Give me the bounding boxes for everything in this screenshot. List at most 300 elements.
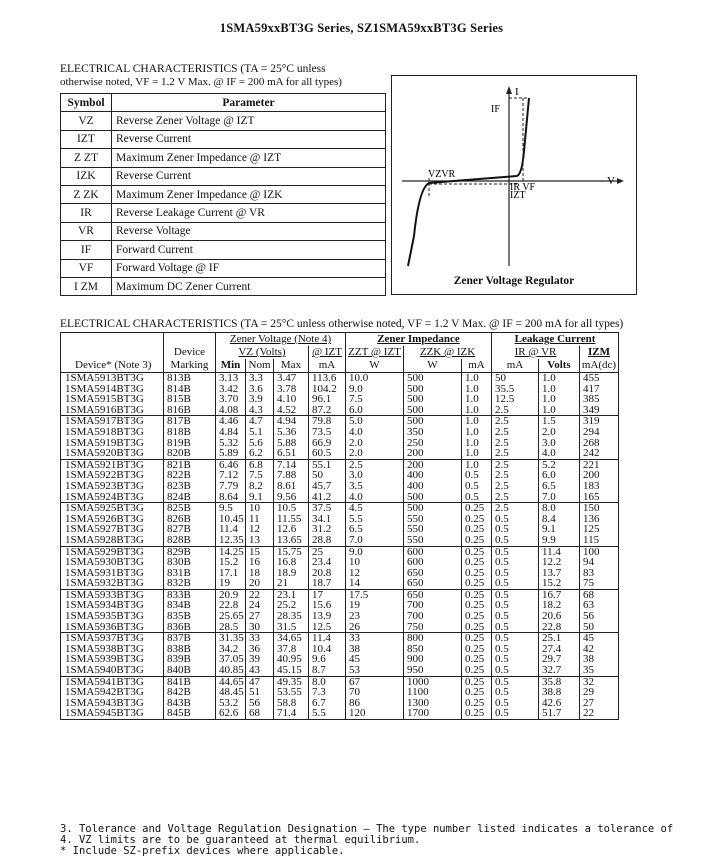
table-row <box>61 589 619 600</box>
zzt-cell: 2.0 <box>346 438 404 449</box>
izm-cell: 50 <box>580 622 619 633</box>
vz-max-cell: 5.88 <box>274 438 309 449</box>
device-cell: 1SMA5945BT3G <box>61 708 164 719</box>
ir-cell: 2.5 <box>492 503 539 514</box>
zzt-cell: 5.5 <box>346 514 404 525</box>
zzt-cell: 45 <box>346 654 404 665</box>
vz-min-cell: 4.84 <box>216 427 246 438</box>
izm-cell: 165 <box>580 492 619 503</box>
izk-cell: 0.25 <box>462 589 492 600</box>
izk-cell: 0.25 <box>462 611 492 622</box>
izt-cell: 12.5 <box>309 622 346 633</box>
izm-cell: 42 <box>580 644 619 655</box>
vz-max-cell: 13.65 <box>274 535 309 546</box>
vz-max-cell: 9.56 <box>274 492 309 503</box>
izt-cell: 20.8 <box>309 568 346 579</box>
izt-cell: 23.4 <box>309 557 346 568</box>
vz-max-cell: 10.5 <box>274 503 309 514</box>
izm-cell: 45 <box>580 633 619 644</box>
symbol-row <box>61 204 386 222</box>
marking-cell: 840B <box>164 665 216 676</box>
vz-max-cell: 4.52 <box>274 405 309 416</box>
izt-cell: 41.2 <box>309 492 346 503</box>
izm-cell: 221 <box>580 459 619 470</box>
device-cell: 1SMA5933BT3G <box>61 589 164 600</box>
ir-cell: 0.5 <box>492 578 539 589</box>
izm-cell: 56 <box>580 611 619 622</box>
ir-cell: 35.5 <box>492 384 539 395</box>
ir-cell: 2.5 <box>492 481 539 492</box>
izk-cell: 0.5 <box>462 492 492 503</box>
marking-cell: 839B <box>164 654 216 665</box>
izt-cell: 5.5 <box>309 708 346 719</box>
ir-cell: 2.5 <box>492 427 539 438</box>
device-cell: 1SMA5918BT3G <box>61 427 164 438</box>
izt-cell: 17 <box>309 589 346 600</box>
ir-cell: 2.5 <box>492 470 539 481</box>
vz-min-cell: 20.9 <box>216 589 246 600</box>
ir-cell: 0.5 <box>492 687 539 698</box>
zzt-cell: 3.0 <box>346 470 404 481</box>
vz-min-cell: 3.70 <box>216 394 246 405</box>
izm-cell: 385 <box>580 394 619 405</box>
table-row <box>61 405 619 416</box>
vz-nom-cell: 5.6 <box>246 438 274 449</box>
izk-cell: 1.0 <box>462 394 492 405</box>
izm-cell: 294 <box>580 427 619 438</box>
marking-cell: 827B <box>164 524 216 535</box>
zzk-cell: 400 <box>404 481 462 492</box>
marking-cell: 841B <box>164 676 216 687</box>
symbol-table-header <box>61 94 386 112</box>
vz-min-cell: 28.5 <box>216 622 246 633</box>
vz-nom-cell: 68 <box>246 708 274 719</box>
izt-cell: 8.7 <box>309 665 346 676</box>
izk-cell: 0.25 <box>462 708 492 719</box>
vz-max-cell: 37.8 <box>274 644 309 655</box>
vz-nom-cell: 30 <box>246 622 274 633</box>
vr-cell: 9.1 <box>539 524 580 535</box>
izt-cell: 37.5 <box>309 503 346 514</box>
device-cell: 1SMA5925BT3G <box>61 503 164 514</box>
vr-cell: 18.2 <box>539 600 580 611</box>
label-if: IF <box>491 104 500 115</box>
ir-cell: 50 <box>492 373 539 384</box>
marking-cell: 836B <box>164 622 216 633</box>
izm-cell: 183 <box>580 481 619 492</box>
izt-cell: 87.2 <box>309 405 346 416</box>
vz-min-cell: 12.35 <box>216 535 246 546</box>
vz-max-cell: 12.6 <box>274 524 309 535</box>
izm-cell: 68 <box>580 589 619 600</box>
device-cell: 1SMA5934BT3G <box>61 600 164 611</box>
izm-cell: 29 <box>580 687 619 698</box>
vz-nom-cell: 16 <box>246 557 274 568</box>
marking-cell: 832B <box>164 578 216 589</box>
vz-min-cell: 62.6 <box>216 708 246 719</box>
izm-cell: 455 <box>580 373 619 384</box>
ir-cell: 0.5 <box>492 633 539 644</box>
izk-cell: 0.25 <box>462 665 492 676</box>
symbol-cell: IR <box>61 204 112 222</box>
vr-cell: 35.8 <box>539 676 580 687</box>
vz-min-cell: 3.13 <box>216 373 246 384</box>
zzk-cell: 500 <box>404 373 462 384</box>
izt-cell: 66.9 <box>309 438 346 449</box>
vr-cell: 1.5 <box>539 416 580 427</box>
symbol-cell: Z ZK <box>61 185 112 203</box>
vz-nom-cell: 11 <box>246 514 274 525</box>
marking-cell: 817B <box>164 416 216 427</box>
izm-cell: 200 <box>580 470 619 481</box>
marking-cell: 837B <box>164 633 216 644</box>
vz-min-cell: 5.32 <box>216 438 246 449</box>
ir-cell: 0.5 <box>492 568 539 579</box>
marking-cell: 830B <box>164 557 216 568</box>
izt-cell: 15.6 <box>309 600 346 611</box>
vr-cell: 51.7 <box>539 708 580 719</box>
izt-cell: 50 <box>309 470 346 481</box>
zzk-cell: 1000 <box>404 676 462 687</box>
header-izm: IZM <box>580 346 619 359</box>
vz-nom-cell: 20 <box>246 578 274 589</box>
vr-cell: 27.4 <box>539 644 580 655</box>
footnote-star: * Include SZ-prefix devices where applicable. <box>60 845 345 857</box>
vr-cell: 8.4 <box>539 514 580 525</box>
zzt-cell: 2.5 <box>346 459 404 470</box>
zzk-cell: 850 <box>404 644 462 655</box>
izk-cell: 1.0 <box>462 427 492 438</box>
vr-cell: 5.2 <box>539 459 580 470</box>
zzt-cell: 6.5 <box>346 524 404 535</box>
table-row <box>61 448 619 459</box>
marking-cell: 829B <box>164 546 216 557</box>
vz-nom-cell: 3.9 <box>246 394 274 405</box>
ir-cell: 12.5 <box>492 394 539 405</box>
header-w-zzt: W <box>346 359 404 373</box>
table-row <box>61 578 619 589</box>
zzk-cell: 550 <box>404 535 462 546</box>
vz-max-cell: 11.55 <box>274 514 309 525</box>
zzk-cell: 500 <box>404 492 462 503</box>
vz-nom-cell: 22 <box>246 589 274 600</box>
symbol-cell: VZ <box>61 112 112 130</box>
vz-nom-cell: 24 <box>246 600 274 611</box>
vz-min-cell: 14.25 <box>216 546 246 557</box>
header-row-3 <box>61 359 619 373</box>
zzt-cell: 4.0 <box>346 427 404 438</box>
zener-curve-svg <box>392 76 636 276</box>
header-vz-volts: VZ (Volts) <box>216 346 309 359</box>
zzk-cell: 750 <box>404 622 462 633</box>
vz-min-cell: 31.35 <box>216 633 246 644</box>
ir-cell: 0.5 <box>492 589 539 600</box>
zzk-cell: 700 <box>404 600 462 611</box>
izt-cell: 28.8 <box>309 535 346 546</box>
izm-cell: 268 <box>580 438 619 449</box>
vz-min-cell: 10.45 <box>216 514 246 525</box>
table-row <box>61 503 619 514</box>
vz-min-cell: 4.46 <box>216 416 246 427</box>
table-row <box>61 676 619 687</box>
footnotes <box>60 824 673 857</box>
vz-max-cell: 8.61 <box>274 481 309 492</box>
table-row <box>61 654 619 665</box>
zzk-cell: 550 <box>404 524 462 535</box>
vr-cell: 20.6 <box>539 611 580 622</box>
izt-cell: 113.6 <box>309 373 346 384</box>
vz-min-cell: 7.79 <box>216 481 246 492</box>
symbol-cell: VR <box>61 222 112 240</box>
zzk-cell: 250 <box>404 438 462 449</box>
table-row <box>61 687 619 698</box>
header-device-marking-1: Device <box>164 346 216 359</box>
symbol-cell: IZT <box>61 130 112 148</box>
device-cell: 1SMA5922BT3G <box>61 470 164 481</box>
parameter-cell: Maximum Zener Impedance @ IZK <box>112 185 386 203</box>
symbol-row <box>61 259 386 277</box>
table-row <box>61 481 619 492</box>
izk-cell: 0.25 <box>462 600 492 611</box>
device-cell: 1SMA5924BT3G <box>61 492 164 503</box>
electrical-characteristics-heading-2: ELECTRICAL CHARACTERISTICS (TA = 25°C unless otherwise noted, VF = 1.2 V Max. @ IF = 200 mA for all types) <box>60 318 624 330</box>
ir-cell: 0.5 <box>492 665 539 676</box>
vz-max-cell: 58.8 <box>274 698 309 709</box>
zzt-cell: 86 <box>346 698 404 709</box>
izk-cell: 1.0 <box>462 438 492 449</box>
ec-heading-line1: ELECTRICAL CHARACTERISTICS (TA = 25°C unless <box>60 63 326 75</box>
zzt-cell: 19 <box>346 600 404 611</box>
table-row <box>61 394 619 405</box>
table-row <box>61 611 619 622</box>
header-leakage-current: Leakage Current <box>492 333 619 347</box>
izm-cell: 125 <box>580 524 619 535</box>
ir-cell: 2.5 <box>492 492 539 503</box>
izt-cell: 10.4 <box>309 644 346 655</box>
parameter-cell: Reverse Current <box>112 167 386 185</box>
zzt-cell: 70 <box>346 687 404 698</box>
vz-nom-cell: 8.2 <box>246 481 274 492</box>
marking-cell: 838B <box>164 644 216 655</box>
zzt-cell: 7.5 <box>346 394 404 405</box>
vz-max-cell: 31.5 <box>274 622 309 633</box>
vz-max-cell: 49.35 <box>274 676 309 687</box>
vr-cell: 16.7 <box>539 589 580 600</box>
izk-cell: 0.5 <box>462 481 492 492</box>
izk-cell: 0.25 <box>462 654 492 665</box>
zzk-cell: 600 <box>404 546 462 557</box>
vz-max-cell: 16.8 <box>274 557 309 568</box>
vr-cell: 2.0 <box>539 427 580 438</box>
izm-cell: 75 <box>580 578 619 589</box>
device-cell: 1SMA5919BT3G <box>61 438 164 449</box>
parameter-cell: Reverse Zener Voltage @ IZT <box>112 112 386 130</box>
izk-cell: 1.0 <box>462 373 492 384</box>
vz-min-cell: 4.08 <box>216 405 246 416</box>
zzk-cell: 800 <box>404 633 462 644</box>
table-row <box>61 568 619 579</box>
marking-cell: 842B <box>164 687 216 698</box>
vr-cell: 4.0 <box>539 448 580 459</box>
header-zzk: ZZK @ IZK <box>404 346 492 359</box>
header-ma-ir: mA <box>492 359 539 373</box>
table-row <box>61 492 619 503</box>
vz-nom-cell: 3.6 <box>246 384 274 395</box>
vz-min-cell: 37.05 <box>216 654 246 665</box>
izk-cell: 0.5 <box>462 470 492 481</box>
izk-cell: 0.25 <box>462 524 492 535</box>
table-row <box>61 708 619 719</box>
ir-cell: 0.5 <box>492 708 539 719</box>
izm-cell: 115 <box>580 535 619 546</box>
symbol-cell: VF <box>61 259 112 277</box>
marking-cell: 824B <box>164 492 216 503</box>
zzk-cell: 200 <box>404 459 462 470</box>
vr-cell: 29.7 <box>539 654 580 665</box>
vz-max-cell: 21 <box>274 578 309 589</box>
vr-cell: 1.0 <box>539 373 580 384</box>
marking-cell: 821B <box>164 459 216 470</box>
izm-cell: 22 <box>580 708 619 719</box>
device-cell: 1SMA5938BT3G <box>61 644 164 655</box>
device-cell: 1SMA5928BT3G <box>61 535 164 546</box>
vz-min-cell: 22.8 <box>216 600 246 611</box>
i-axis-arrow <box>506 86 512 94</box>
table-row <box>61 600 619 611</box>
header-zener-voltage: Zener Voltage (Note 4) <box>216 333 346 347</box>
vz-max-cell: 40.95 <box>274 654 309 665</box>
vz-min-cell: 44.65 <box>216 676 246 687</box>
table-row <box>61 535 619 546</box>
marking-cell: 831B <box>164 568 216 579</box>
ir-cell: 2.5 <box>492 405 539 416</box>
izk-cell: 0.25 <box>462 633 492 644</box>
symbol-header: Symbol <box>61 94 112 112</box>
vz-nom-cell: 10 <box>246 503 274 514</box>
izk-cell: 0.25 <box>462 644 492 655</box>
zzt-cell: 23 <box>346 611 404 622</box>
symbol-table <box>60 93 386 296</box>
table-row <box>61 384 619 395</box>
izt-cell: 55.1 <box>309 459 346 470</box>
vz-max-cell: 23.1 <box>274 589 309 600</box>
parameter-cell: Maximum Zener Impedance @ IZT <box>112 149 386 167</box>
device-cell: 1SMA5942BT3G <box>61 687 164 698</box>
marking-cell: 814B <box>164 384 216 395</box>
symbol-row <box>61 112 386 130</box>
vz-nom-cell: 4.3 <box>246 405 274 416</box>
symbol-row <box>61 277 386 295</box>
device-cell: 1SMA5916BT3G <box>61 405 164 416</box>
marking-cell: 825B <box>164 503 216 514</box>
vz-max-cell: 25.2 <box>274 600 309 611</box>
label-v: V <box>607 175 615 187</box>
izt-cell: 60.5 <box>309 448 346 459</box>
vz-nom-cell: 13 <box>246 535 274 546</box>
izt-cell: 96.1 <box>309 394 346 405</box>
ir-cell: 0.5 <box>492 698 539 709</box>
symbol-cell: I ZM <box>61 277 112 295</box>
header-madc: mA(dc) <box>580 359 619 373</box>
izk-cell: 0.25 <box>462 578 492 589</box>
table-row <box>61 470 619 481</box>
izm-cell: 349 <box>580 405 619 416</box>
izk-cell: 1.0 <box>462 384 492 395</box>
vz-max-cell: 6.51 <box>274 448 309 459</box>
table-row <box>61 438 619 449</box>
vr-cell: 42.6 <box>539 698 580 709</box>
zzk-cell: 1100 <box>404 687 462 698</box>
zzk-cell: 350 <box>404 427 462 438</box>
device-cell: 1SMA5927BT3G <box>61 524 164 535</box>
ir-cell: 0.5 <box>492 611 539 622</box>
vr-cell: 12.2 <box>539 557 580 568</box>
vr-cell: 11.4 <box>539 546 580 557</box>
izt-cell: 7.3 <box>309 687 346 698</box>
vz-nom-cell: 9.1 <box>246 492 274 503</box>
vz-nom-cell: 12 <box>246 524 274 535</box>
vz-min-cell: 40.85 <box>216 665 246 676</box>
ir-cell: 0.5 <box>492 644 539 655</box>
device-cell: 1SMA5943BT3G <box>61 698 164 709</box>
header-device-marking-2: Marking <box>164 359 216 373</box>
izm-cell: 83 <box>580 568 619 579</box>
device-cell: 1SMA5913BT3G <box>61 373 164 384</box>
marking-cell: 826B <box>164 514 216 525</box>
device-cell: 1SMA5929BT3G <box>61 546 164 557</box>
parameter-cell: Reverse Current <box>112 130 386 148</box>
symbol-row <box>61 241 386 259</box>
vz-max-cell: 3.78 <box>274 384 309 395</box>
izk-cell: 1.0 <box>462 416 492 427</box>
symbol-row <box>61 222 386 240</box>
izt-cell: 25 <box>309 546 346 557</box>
vr-cell: 38.8 <box>539 687 580 698</box>
vr-cell: 7.0 <box>539 492 580 503</box>
izk-cell: 0.25 <box>462 514 492 525</box>
marking-cell: 818B <box>164 427 216 438</box>
parameter-header: Parameter <box>112 94 386 112</box>
zzk-cell: 550 <box>404 514 462 525</box>
izm-cell: 38 <box>580 654 619 665</box>
marking-cell: 822B <box>164 470 216 481</box>
vz-max-cell: 4.94 <box>274 416 309 427</box>
vz-max-cell: 45.15 <box>274 665 309 676</box>
vr-cell: 22.8 <box>539 622 580 633</box>
vz-nom-cell: 51 <box>246 687 274 698</box>
izt-cell: 45.7 <box>309 481 346 492</box>
vz-min-cell: 6.46 <box>216 459 246 470</box>
page-title: 1SMA59xxBT3G Series, SZ1SMA59xxBT3G Series <box>219 21 504 35</box>
izt-cell: 6.7 <box>309 698 346 709</box>
vz-nom-cell: 4.7 <box>246 416 274 427</box>
header-zzt: ZZT @ IZT <box>346 346 404 359</box>
zzt-cell: 3.5 <box>346 481 404 492</box>
vz-min-cell: 25.65 <box>216 611 246 622</box>
vz-max-cell: 7.88 <box>274 470 309 481</box>
symbol-cell: IF <box>61 241 112 259</box>
vr-cell: 1.0 <box>539 394 580 405</box>
device-cell: 1SMA5939BT3G <box>61 654 164 665</box>
zzk-cell: 400 <box>404 470 462 481</box>
marking-cell: 845B <box>164 708 216 719</box>
vr-cell: 8.0 <box>539 503 580 514</box>
izm-cell: 242 <box>580 448 619 459</box>
device-cell: 1SMA5917BT3G <box>61 416 164 427</box>
zzk-cell: 500 <box>404 394 462 405</box>
ir-cell: 2.5 <box>492 438 539 449</box>
vr-cell: 6.0 <box>539 470 580 481</box>
